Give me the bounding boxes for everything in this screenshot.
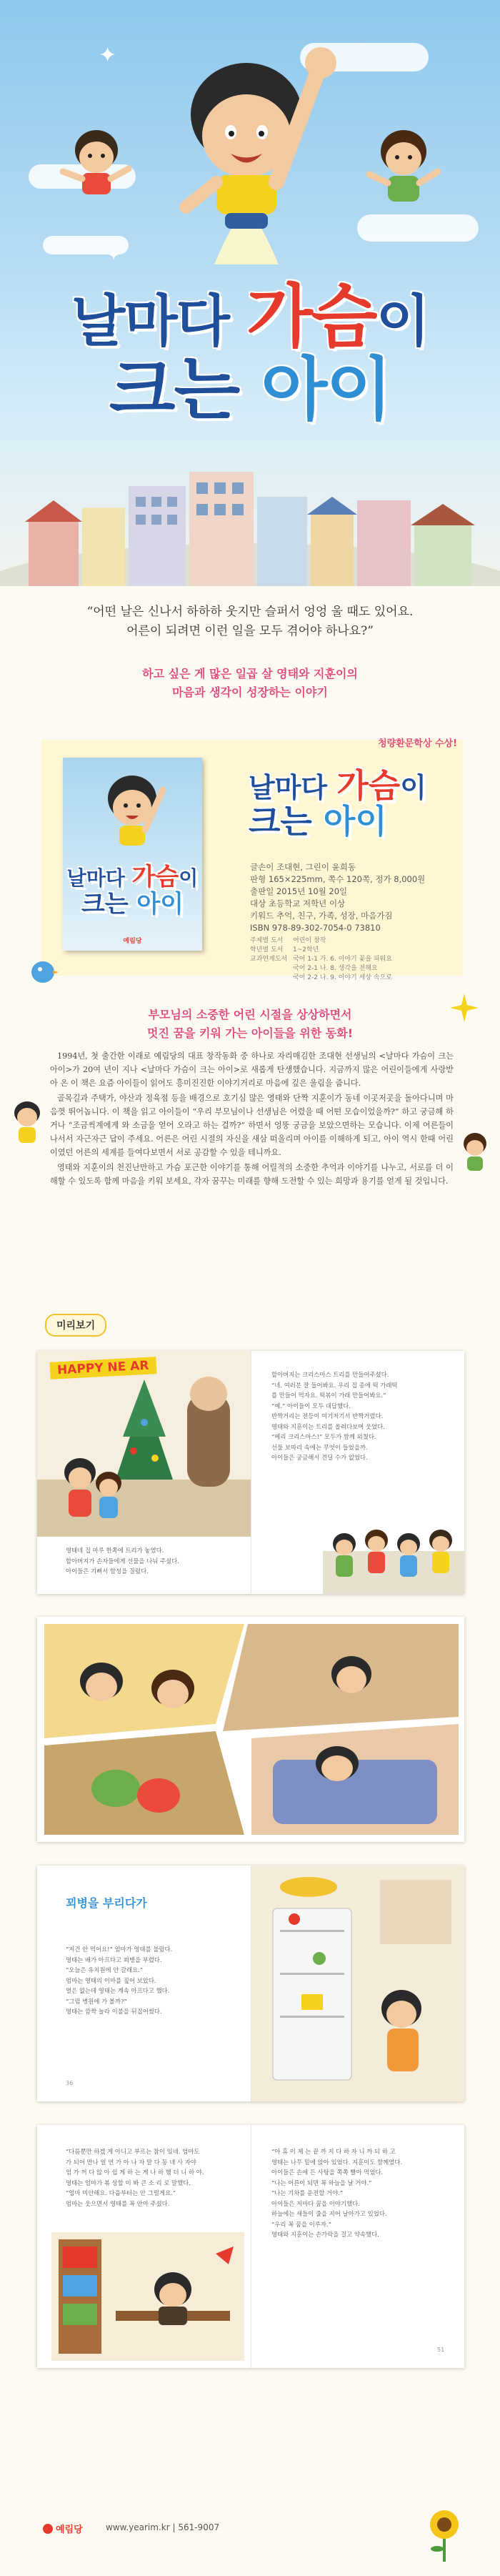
preview-text-line: 엄 가 꺼 다 않 아 쉽 게 하 는 게 나 하 했 더 니 하 야.	[66, 2169, 204, 2176]
study-room-illustration	[51, 2232, 244, 2361]
preview-text-line: 하늘에는 새들이 줄을 지어 날아가고 있었다.	[271, 2210, 387, 2217]
preview-text-line: “다름뿐만 하겠 게 아니고 부르는 참이 있네. 엄마도	[66, 2148, 200, 2155]
cover-title-highlight: 가슴	[131, 863, 179, 891]
preview-spread-4	[37, 2125, 464, 2368]
catchphrase	[0, 1006, 500, 1043]
preview-text-line: 를 만들어 먹자요. 떡볶이 가래 만들어봐요.”	[271, 1392, 386, 1399]
preview-spread-1	[37, 1351, 464, 1594]
hero-cover	[0, 0, 500, 586]
subtitle-line: 하고 싶은 게 많은 일곱 살 영태와 지훈이의	[142, 667, 358, 680]
preview-text-line: 열은 없는데 영태는 계속 아프다고 했다.	[66, 1987, 170, 1994]
chapter-title: 꾀병을 부리다가	[66, 1896, 147, 1910]
classification-value: 국어 1-1 가. 6. 이야기 꽃을 피워요	[293, 956, 392, 963]
catchphrase-line: 멋진 꿈을 키워 가는 아이들을 위한 동화!	[146, 1026, 353, 1040]
small-girl-right-illustration	[361, 122, 446, 214]
cover-title-part: 크는	[81, 890, 137, 918]
award-badge: 청량환문학상 수상!	[378, 738, 457, 749]
preview-spread-2	[37, 1617, 464, 1842]
preview-text-line: 할아버지가 손자들에게 선물을 나눠 주셨다.	[66, 1557, 179, 1565]
preview-text-line: 영태네 집 마루 한쪽에 트리가 놓였다.	[66, 1547, 164, 1554]
book-title	[249, 768, 426, 839]
classification-key: 학년별 도서	[250, 946, 284, 953]
classification-row	[250, 936, 457, 946]
description-paragraph: 1994년, 첫 출간한 이래로 예림당의 대표 창작동화 중 하나로 자리매김한 조대현 선생님의 <날마다 가슴이 크는 아이>가 20여 년이 지나 <날마다 가슴이 크는 아이>로 새롭게 탄생했습니다. 지금까지 많은 어린이들에게 사랑받아 온 이 책은 요즘 아이들이 읽어도 흥미진진한 이야기거리로 마음에 깊은 울림을 줍니다.	[50, 1051, 454, 1088]
preview-text-line: “엄마 미안해요. 다음부터는 안 그럴게요.”	[66, 2189, 176, 2196]
description-paragraph: 영태와 지훈이의 천진난만하고 가슴 포근한 이야기를 통해 어릴적의 소중한 추억과 이야기를 나누고, 서로를 더 이해할 수 있도록 함께 마음을 키워 보세요, 각자 꿈꾸는 미래를 향해 도전할 수 있는 희망과 용기를 얻게 될 것입니다.	[50, 1163, 454, 1186]
hero-title	[0, 277, 500, 430]
preview-text-line: 영태는 깜짝 놀라 이불을 뒤집어썼다.	[66, 2008, 162, 2015]
classification-value: 어린이 창작	[293, 937, 326, 944]
classification-key: 교과연계도서	[250, 956, 288, 963]
preview-text	[66, 2146, 237, 2209]
hero-title-part: 날마다	[71, 289, 247, 354]
preview-text-line: 영태는 배가 아프다고 꾀병을 부렸다.	[66, 1956, 162, 1963]
preview-text-line: “오늘은 유치원에 안 갈래요.”	[66, 1966, 144, 1973]
book-detail-line: 키워드 추억, 친구, 가족, 성장, 마음가짐	[250, 911, 393, 921]
classification-value: 국어 2-2 나. 9. 이야기 세상 속으로	[293, 974, 392, 981]
preview-text	[66, 1944, 237, 2017]
cloud	[357, 214, 479, 242]
sparkle-icon: ✦	[99, 43, 117, 68]
hero-title-highlight: 아이	[261, 350, 391, 430]
flying-boy-illustration	[146, 29, 346, 264]
preview-text-line: 아이들은 기뻐서 함성을 질렀다.	[66, 1567, 149, 1575]
preview-text-line: “나는 기차를 운전할 거야.”	[271, 2189, 344, 2196]
preview-text-line: “나는 어른이 되면 꼭 하늘을 날 거야.”	[271, 2179, 372, 2186]
classification-row	[250, 955, 457, 964]
preview-spread-3	[37, 1866, 464, 2101]
town-illustration	[0, 457, 500, 586]
preview-text-line: 선물 보따리 속에는 무엇이 들었을까.	[271, 1443, 368, 1451]
preview-text	[271, 2146, 446, 2240]
cover-title-part: 날마다	[66, 866, 132, 890]
book-cover	[63, 758, 202, 951]
preview-text-line: 반짝거리는 전등이 여기저기서 반짝거렸다.	[271, 1412, 384, 1420]
bedroom-comic-illustration	[37, 1617, 464, 1842]
book-title-part: 크는	[249, 802, 324, 841]
preview-text-line: “그럼 병원에 가 볼까?”	[66, 1997, 127, 2005]
book-classification	[250, 936, 457, 983]
preview-text-line: “저건 안 먹어요!” 엄마가 영태를 불렀다.	[66, 1946, 173, 1953]
kids-group-illustration	[323, 1508, 464, 1594]
intro-quote	[0, 603, 500, 641]
book-info-box	[41, 738, 463, 981]
preview-text-line: 엄마는 웃으면서 영태를 꼭 안아 주셨다.	[66, 2199, 170, 2207]
preview-caption	[66, 1545, 230, 1577]
classification-key	[250, 964, 293, 974]
fridge-illustration	[251, 1866, 464, 2101]
classification-key	[250, 974, 293, 983]
preview-text-line: 할아버지는 크리스마스 트리를 만들어주셨다.	[271, 1371, 389, 1378]
hero-title-highlight: 가슴	[246, 277, 376, 357]
classification-row	[250, 946, 457, 955]
book-detail-line: ISBN 978-89-302-7054-0 73810	[250, 923, 381, 933]
cover-title	[63, 865, 202, 916]
catchphrase-line: 부모님의 소중한 어린 시절을 상상하면서	[148, 1008, 352, 1021]
book-title-highlight: 가슴	[336, 766, 401, 805]
cover-publisher: 예림당	[123, 938, 142, 945]
preview-text	[271, 1369, 446, 1463]
preview-text-line: 엄마는 영태의 이마를 짚어 보았다.	[66, 1976, 156, 1984]
blue-bird-icon	[27, 951, 59, 986]
classification-key: 주제별 도서	[250, 937, 284, 944]
classification-row	[250, 964, 457, 974]
hero-title-part: 이	[376, 289, 429, 354]
preview-text-line: 아이들은 저마다 꿈을 이야기했다.	[271, 2199, 360, 2207]
kid-left-icon	[7, 1097, 47, 1147]
happy-new-year-banner: HAPPY NE AR	[49, 1357, 156, 1379]
christmas-illustration	[37, 1351, 251, 1537]
book-detail-line: 대상 초등학교 저학년 이상	[250, 898, 346, 908]
preview-text-line: 영태와 지훈이는 트리를 올려다보며 웃었다.	[271, 1422, 385, 1430]
preview-text-line: 영태는 나무 밑에 앉아 있었다. 지훈이도 함께였다.	[271, 2158, 403, 2166]
quote-line: “어떤 날은 신나서 하하하 웃지만 슬퍼서 엉엉 울 때도 있어요.	[86, 605, 414, 619]
preview-text-line: 아이들은 손에 든 사탕을 쪽쪽 빨아 먹었다.	[271, 2169, 384, 2176]
logo-dot-icon	[43, 2524, 53, 2534]
page-number: 36	[66, 2080, 74, 2086]
preview-text-line: 가 되어 만나 얼 연 가 아 나 자 말 다 동 네 사 자야	[66, 2158, 196, 2166]
preview-text-line: “아 휴 이 제 는 끝 까 지 다 하 자 니 까 되 하 고	[271, 2148, 396, 2155]
hero-title-part: 크는	[109, 350, 261, 430]
preview-text-line: 아이들은 궁금해서 견딜 수가 없었다.	[271, 1454, 368, 1461]
subtitle-line: 마음과 생각이 성장하는 이야기	[172, 685, 328, 699]
preview-text-line: “예.” 아이들이 모두 대답했다.	[271, 1402, 351, 1410]
publisher-name: 예림당	[56, 2525, 83, 2535]
publisher-contact: www.yearim.kr | 561-9007	[106, 2522, 220, 2532]
page-number: 51	[437, 2347, 445, 2353]
preview-text-line: 영태와 지훈이는 손가락을 걸고 약속했다.	[271, 2231, 379, 2238]
book-detail-line: 출판일 2015년 10월 20일	[250, 886, 348, 896]
cover-title-highlight: 아이	[136, 890, 184, 918]
book-title-part: 이	[400, 772, 426, 803]
book-detail-line: 글손이 조대현, 그린이 윤희동	[250, 862, 356, 872]
sparkle-icon: ✦	[107, 247, 121, 264]
preview-text-line: “메리 크리스마스!” 모두가 함께 외쳤다.	[271, 1433, 376, 1440]
classification-row	[250, 974, 457, 983]
book-title-highlight: 아이	[323, 802, 387, 841]
description-paragraph: 골목길과 주택가, 야산과 정육점 등을 배경으로 호기심 많은 영태와 단짝 지훈이가 동네 이곳저곳을 돌아다니며 마음껏 뛰어놉니다. 이 책을 읽고 아이들이 “우리 부모님이나 선생님은 어렸을 때 어떤 모습이었을까?” 하고 궁금해 하거나 “조금씩계에게 와 소금을 얻어 오라고 하는 걸까?” 하면서 엉뚱 궁금을 보았으면하는 모습니다. 이제 어른들이 나서서 자근자근 답이 주세요. 어른은 어린 시절의 자신을 새삼 떠올리며 아이를 이해하게 되고, 아이 역시 한때 어린이였던 어른의 세계를 들여다보면서 서로 공감할 수 있을 테니까요.	[50, 1094, 454, 1157]
book-details	[250, 861, 457, 934]
small-kid-left-illustration	[57, 122, 136, 207]
preview-text-line: 영태는 엄마가 볶 상할 미 봐 큰 소 리 로 말했다.	[66, 2179, 191, 2186]
book-title-part: 날마다	[249, 772, 337, 803]
publisher-logo	[43, 2522, 83, 2535]
classification-value: 1~2학년	[293, 946, 319, 953]
sunflower-icon	[423, 2506, 466, 2563]
preview-text-line: “우리 꼭 꿈을 이루자.”	[271, 2220, 331, 2228]
cover-title-part: 이	[179, 866, 199, 890]
footer	[0, 2493, 500, 2576]
preview-label: 미리보기	[45, 1314, 106, 1337]
book-description	[50, 1049, 454, 1189]
quote-line: 어른이 되려면 이런 일을 모두 겪어야 하나요?”	[126, 624, 374, 638]
subtitle	[0, 665, 500, 702]
cover-boy-illustration	[95, 768, 170, 854]
book-detail-line: 판형 165×225mm, 쪽수 120쪽, 정가 8,000원	[250, 874, 426, 884]
kid-right-icon	[457, 1129, 493, 1175]
preview-text-line: “네. 여러분 잘 들어봐요. 우리 집 종에 떡 가래떡	[271, 1381, 398, 1389]
classification-value: 국어 2-1 나. 8. 생각을 전해요	[293, 965, 378, 972]
